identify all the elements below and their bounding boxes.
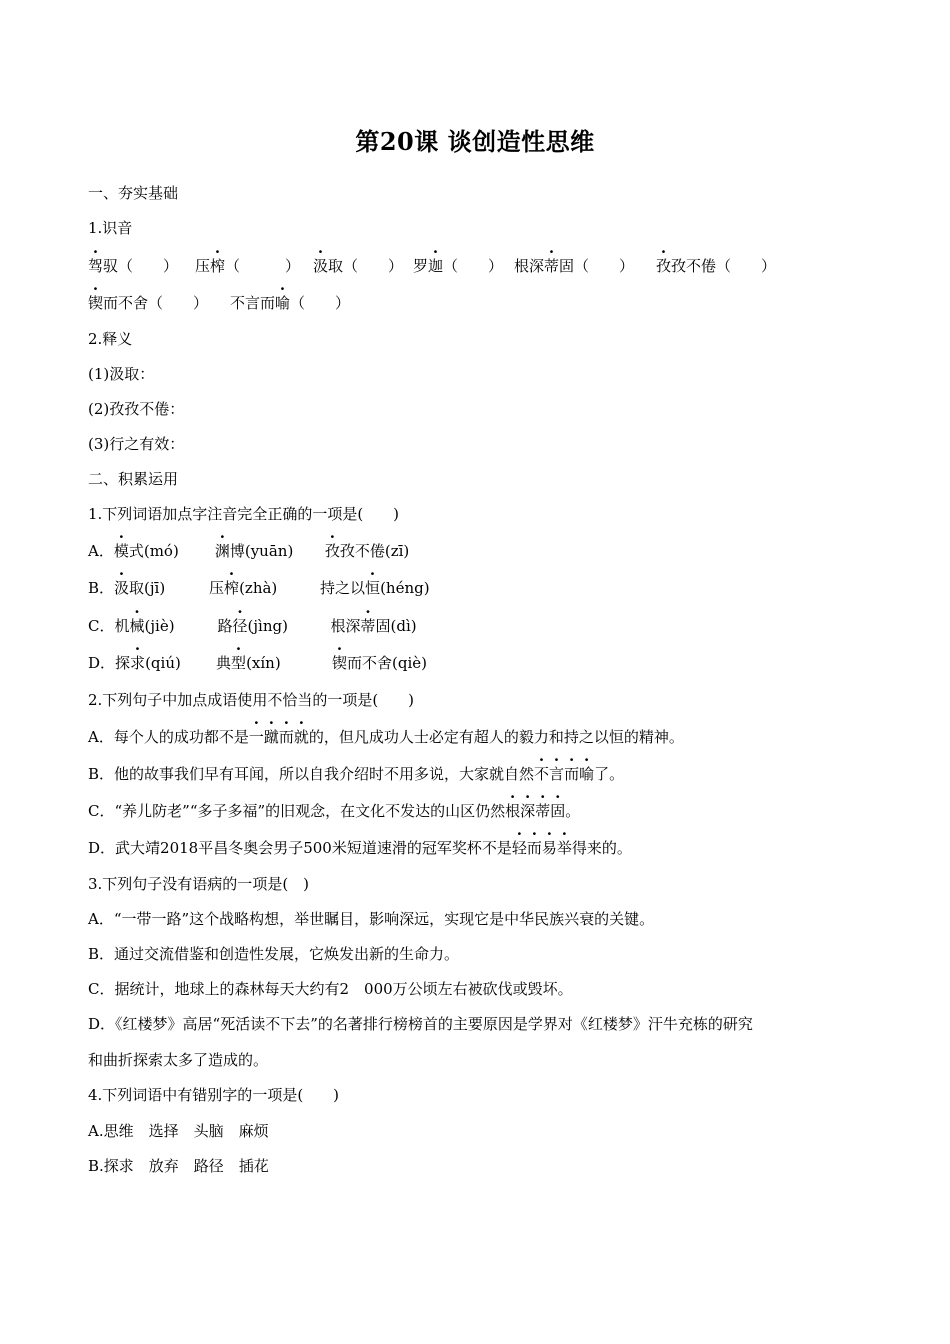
emphasis-char: 蹴 — [263, 728, 279, 746]
emphasis-char: 根 — [505, 802, 521, 820]
emphasis-char: 轻 — [511, 839, 527, 857]
emphasis-char: 易 — [541, 839, 557, 857]
emphasis-char: 举 — [556, 839, 572, 857]
emphasis-char: 固 — [550, 802, 566, 820]
emphasis-char: 不 — [534, 765, 550, 783]
word-item: 压榨（ ） — [195, 257, 301, 275]
option-c: C．机械(jiè) 路径(jìng) 根深蒂固(dì) — [88, 617, 417, 635]
pronunciation-row-2 — [88, 293, 350, 313]
question-2: 2.下列句子中加点成语使用不恰当的一项是( ) — [88, 691, 415, 709]
question-4: 4.下列词语中有错别字的一项是( ) — [88, 1086, 340, 1104]
emphasis-char: 蒂 — [535, 802, 551, 820]
word-item: 驾驭（ ） — [88, 257, 179, 275]
option-d: D．《红楼梦》高居“死活读不下去”的名著排行榜榜首的主要原因是学界对《红楼梦》汗牛充栋的研究 — [88, 1015, 753, 1033]
option-a: A.思维 选择 头脑 麻烦 — [88, 1122, 269, 1140]
question-1: 1.下列词语加点字注音完全正确的一项是( ) — [88, 505, 400, 523]
word-item: 汲取（ ） — [313, 257, 404, 275]
word-item: 孜孜不倦（ ） — [656, 257, 777, 275]
definition-item: (2)孜孜不倦： — [88, 400, 185, 418]
question-3: 3.下列句子没有语病的一项是( ) — [88, 875, 310, 893]
emphasis-char: 一 — [248, 728, 264, 746]
option-c: C．据统计，地球上的森林每天大约有2 000万公顷左右被砍伐或毁坏。 — [88, 980, 573, 998]
question-heading: 1.识音 — [88, 219, 133, 237]
section-heading-2: 二、积累运用 — [88, 470, 179, 488]
definition-item: (1)汲取： — [88, 365, 155, 383]
question-heading: 2.释义 — [88, 330, 133, 348]
emphasis-char: 深 — [520, 802, 536, 820]
emphasis-char: 而 — [564, 765, 580, 783]
page-title: 第20课 谈创造性思维 — [355, 127, 595, 156]
word-item: 根深蒂固（ ） — [514, 257, 635, 275]
option-a: A．“一带一路”这个战略构想，举世瞩目，影响深远，实现它是中华民族兴衰的关键。 — [88, 910, 655, 928]
section-heading-1: 一、夯实基础 — [88, 184, 179, 202]
emphasis-char: 而 — [526, 839, 542, 857]
option-b: B．他的故事我们早有耳闻，所以自我介绍时不用多说，大家就自然不言而喻了。 — [88, 765, 625, 783]
word-item: 不言而喻（ ） — [230, 294, 351, 312]
emphasis-char: 言 — [549, 765, 565, 783]
definition-item: (3)行之有效： — [88, 435, 185, 453]
emphasis-char: 而 — [278, 728, 294, 746]
word-item: 锲而不舍（ ） — [88, 294, 209, 312]
option-d: D．武大靖2018平昌冬奥会男子500米短道速滑的冠军奖杯不是轻而易举得来的。 — [88, 839, 632, 857]
option-d-continued: 和曲折探索太多了造成的。 — [88, 1051, 269, 1069]
option-a: A．每个人的成功都不是一蹴而就的，但凡成功人士必定有超人的毅力和持之以恒的精神。 — [88, 728, 684, 746]
word-item: 罗迦（ ） — [413, 257, 504, 275]
pronunciation-row-1 — [88, 256, 776, 276]
option-b: B．通过交流借鉴和创造性发展，它焕发出新的生命力。 — [88, 945, 460, 963]
option-d: D．探求(qiú) 典型(xín) 锲而不舍(qiè) — [88, 654, 428, 672]
emphasis-char: 喻 — [579, 765, 595, 783]
option-c: C．“养儿防老”“多子多福”的旧观念，在文化不发达的山区仍然根深蒂固。 — [88, 802, 581, 820]
option-b: B．汲取(jī) 压榨(zhà) 持之以恒(héng) — [88, 579, 430, 597]
emphasis-char: 就 — [293, 728, 309, 746]
option-a: A．模式(mó) 渊博(yuān) 孜孜不倦(zī) — [88, 542, 410, 560]
option-b: B.探求 放弃 路径 插花 — [88, 1157, 269, 1175]
